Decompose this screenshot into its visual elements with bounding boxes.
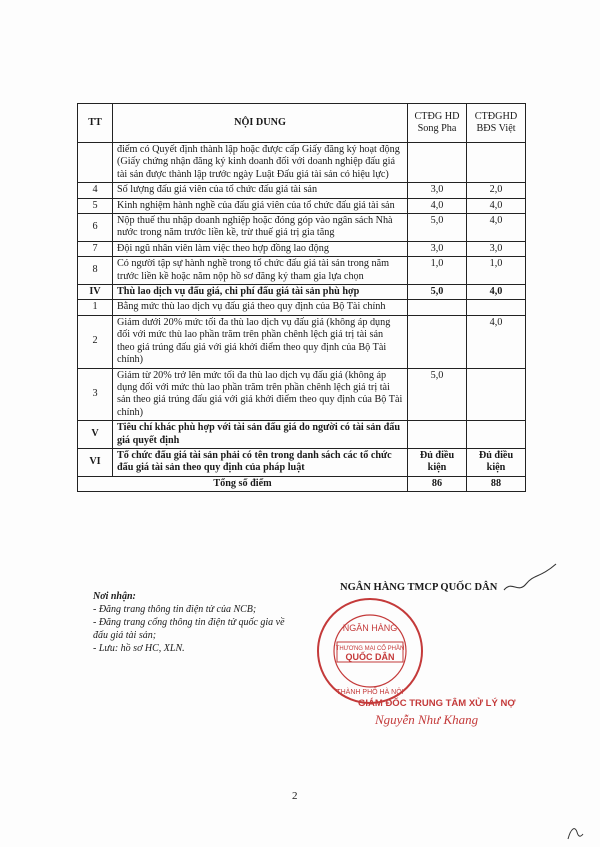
row-content: Số lượng đấu giá viên của tổ chức đấu giá tài sản <box>113 183 408 198</box>
row-score-col2 <box>467 143 526 183</box>
total-score-c1: 86 <box>408 476 467 491</box>
signature-scribble <box>500 560 560 600</box>
row-score-col1 <box>408 315 467 368</box>
row-content: Có người tập sự hành nghề trong tổ chức đấu giá tài sản trong năm trước liền kề hoặc năm nộp hồ sơ đăng ký tham gia lựa chọn <box>113 257 408 285</box>
row-content: Nộp thuế thu nhập doanh nghiệp hoặc đóng góp vào ngân sách Nhà nước trong năm trước liền kề, trừ thuế giá trị gia tăng <box>113 214 408 242</box>
row-tt: 5 <box>78 198 113 213</box>
header-content: NỘI DUNG <box>113 104 408 143</box>
row-score-col1: 5,0 <box>408 368 467 421</box>
director-title: GIÁM ĐỐC TRUNG TÂM XỬ LÝ NỢ <box>358 698 516 709</box>
total-score-c2: 88 <box>467 476 526 491</box>
row-score-col2: 4,0 <box>467 315 526 368</box>
table-row <box>78 214 526 242</box>
table-row <box>78 241 526 256</box>
row-tt: 4 <box>78 183 113 198</box>
corner-initial-mark <box>565 824 585 842</box>
header-tt: TT <box>78 104 113 143</box>
row-score-col1: 3,0 <box>408 183 467 198</box>
row-score-col2 <box>467 368 526 421</box>
table-row <box>78 257 526 285</box>
row-score-col1: Đủ điều kiện <box>408 448 467 476</box>
row-content: Kinh nghiệm hành nghề của đấu giá viên của tổ chức đấu giá tài sản <box>113 198 408 213</box>
row-score-col2: 4,0 <box>467 214 526 242</box>
header-col2: CTĐGHD BĐS Việt <box>467 104 526 143</box>
row-content: Đội ngũ nhân viên làm việc theo hợp đồng lao động <box>113 241 408 256</box>
row-content: Bằng mức thù lao dịch vụ đấu giá theo quy định của Bộ Tài chính <box>113 300 408 315</box>
table-row <box>78 198 526 213</box>
row-tt: IV <box>78 285 113 300</box>
row-score-col1: 5,0 <box>408 214 467 242</box>
row-content: Tổ chức đấu giá tài sản phải có tên trong danh sách các tổ chức đấu giá tài sản theo quy định của pháp luật <box>113 448 408 476</box>
row-score-col2: 1,0 <box>467 257 526 285</box>
table-header-row <box>78 104 526 143</box>
row-tt: 2 <box>78 315 113 368</box>
recipient-item: - Đăng trang thông tin điện tử của NCB; <box>93 604 257 615</box>
row-tt: 8 <box>78 257 113 285</box>
row-score-col1 <box>408 421 467 449</box>
row-content: điểm có Quyết định thành lập hoặc được cấp Giấy đăng ký hoạt động (Giấy chứng nhận đăng ký kinh doanh đối với doanh nghiệp đấu giá tài sản được thành lập trước ngày Luật Đấu giá tài sản có hiệu lực) <box>113 143 408 183</box>
row-score-col1: 5,0 <box>408 285 467 300</box>
header-col1: CTĐG HD Song Pha <box>408 104 467 143</box>
row-content: Giảm dưới 20% mức tối đa thù lao dịch vụ đấu giá (không áp dụng đối với mức thù lao phần trăm trên phần chênh lệch giá trị tài sản theo giá trúng đấu giá với giá khởi điểm theo quy định của Bộ Tài chính) <box>113 315 408 368</box>
row-score-col2 <box>467 421 526 449</box>
row-score-col2: 4,0 <box>467 285 526 300</box>
svg-text:NGÂN HÀNG: NGÂN HÀNG <box>342 623 398 633</box>
table-row <box>78 183 526 198</box>
svg-text:THÀNH PHỐ HÀ NỘI: THÀNH PHỐ HÀ NỘI <box>336 689 404 696</box>
row-score-col1 <box>408 300 467 315</box>
row-content: Tiêu chí khác phù hợp với tài sản đấu giá do người có tài sản đấu giá quyết định <box>113 421 408 449</box>
bank-name: NGÂN HÀNG TMCP QUỐC DÂN <box>340 582 498 593</box>
table-row <box>78 448 526 476</box>
row-score-col2 <box>467 300 526 315</box>
svg-text:THƯƠNG MẠI CỔ PHẦN: THƯƠNG MẠI CỔ PHẦN <box>335 646 405 652</box>
table-row <box>78 421 526 449</box>
row-tt: VI <box>78 448 113 476</box>
page-number: 2 <box>292 790 298 802</box>
total-label: Tổng số điểm <box>78 476 408 491</box>
row-score-col2: 4,0 <box>467 198 526 213</box>
svg-text:QUỐC DÂN: QUỐC DÂN <box>345 652 395 662</box>
row-tt: 1 <box>78 300 113 315</box>
table-row <box>78 368 526 421</box>
row-tt: 6 <box>78 214 113 242</box>
row-content: Thù lao dịch vụ đấu giá, chi phí đấu giá tài sản phù hợp <box>113 285 408 300</box>
row-tt: 3 <box>78 368 113 421</box>
table-row <box>78 143 526 183</box>
score-table <box>77 103 526 492</box>
recipients-block <box>93 590 293 655</box>
table-row <box>78 300 526 315</box>
row-score-col2: Đủ điều kiện <box>467 448 526 476</box>
row-score-col1: 3,0 <box>408 241 467 256</box>
row-score-col2: 3,0 <box>467 241 526 256</box>
recipient-item: - Đăng trang cổng thông tin điện tử quốc gia về đấu giá tài sản; <box>93 617 285 641</box>
row-score-col2: 2,0 <box>467 183 526 198</box>
row-tt <box>78 143 113 183</box>
row-score-col1: 4,0 <box>408 198 467 213</box>
row-content: Giảm từ 20% trở lên mức tối đa thù lao dịch vụ đấu giá (không áp dụng đối với mức thù lao phần trăm trên phần chênh lệch giá trị tài sản theo giá trúng đấu giá với giá khởi điểm theo quy định của Bộ Tài chính) <box>113 368 408 421</box>
recipient-item: - Lưu: hồ sơ HC, XLN. <box>93 643 185 654</box>
table-row <box>78 285 526 300</box>
row-score-col1 <box>408 143 467 183</box>
row-tt: V <box>78 421 113 449</box>
director-signature: Nguyễn Như Khang <box>375 712 479 727</box>
table-row <box>78 315 526 368</box>
row-score-col1: 1,0 <box>408 257 467 285</box>
company-seal <box>315 596 425 706</box>
row-tt: 7 <box>78 241 113 256</box>
recipients-title: Nơi nhận: <box>93 591 136 602</box>
total-row <box>78 476 526 491</box>
